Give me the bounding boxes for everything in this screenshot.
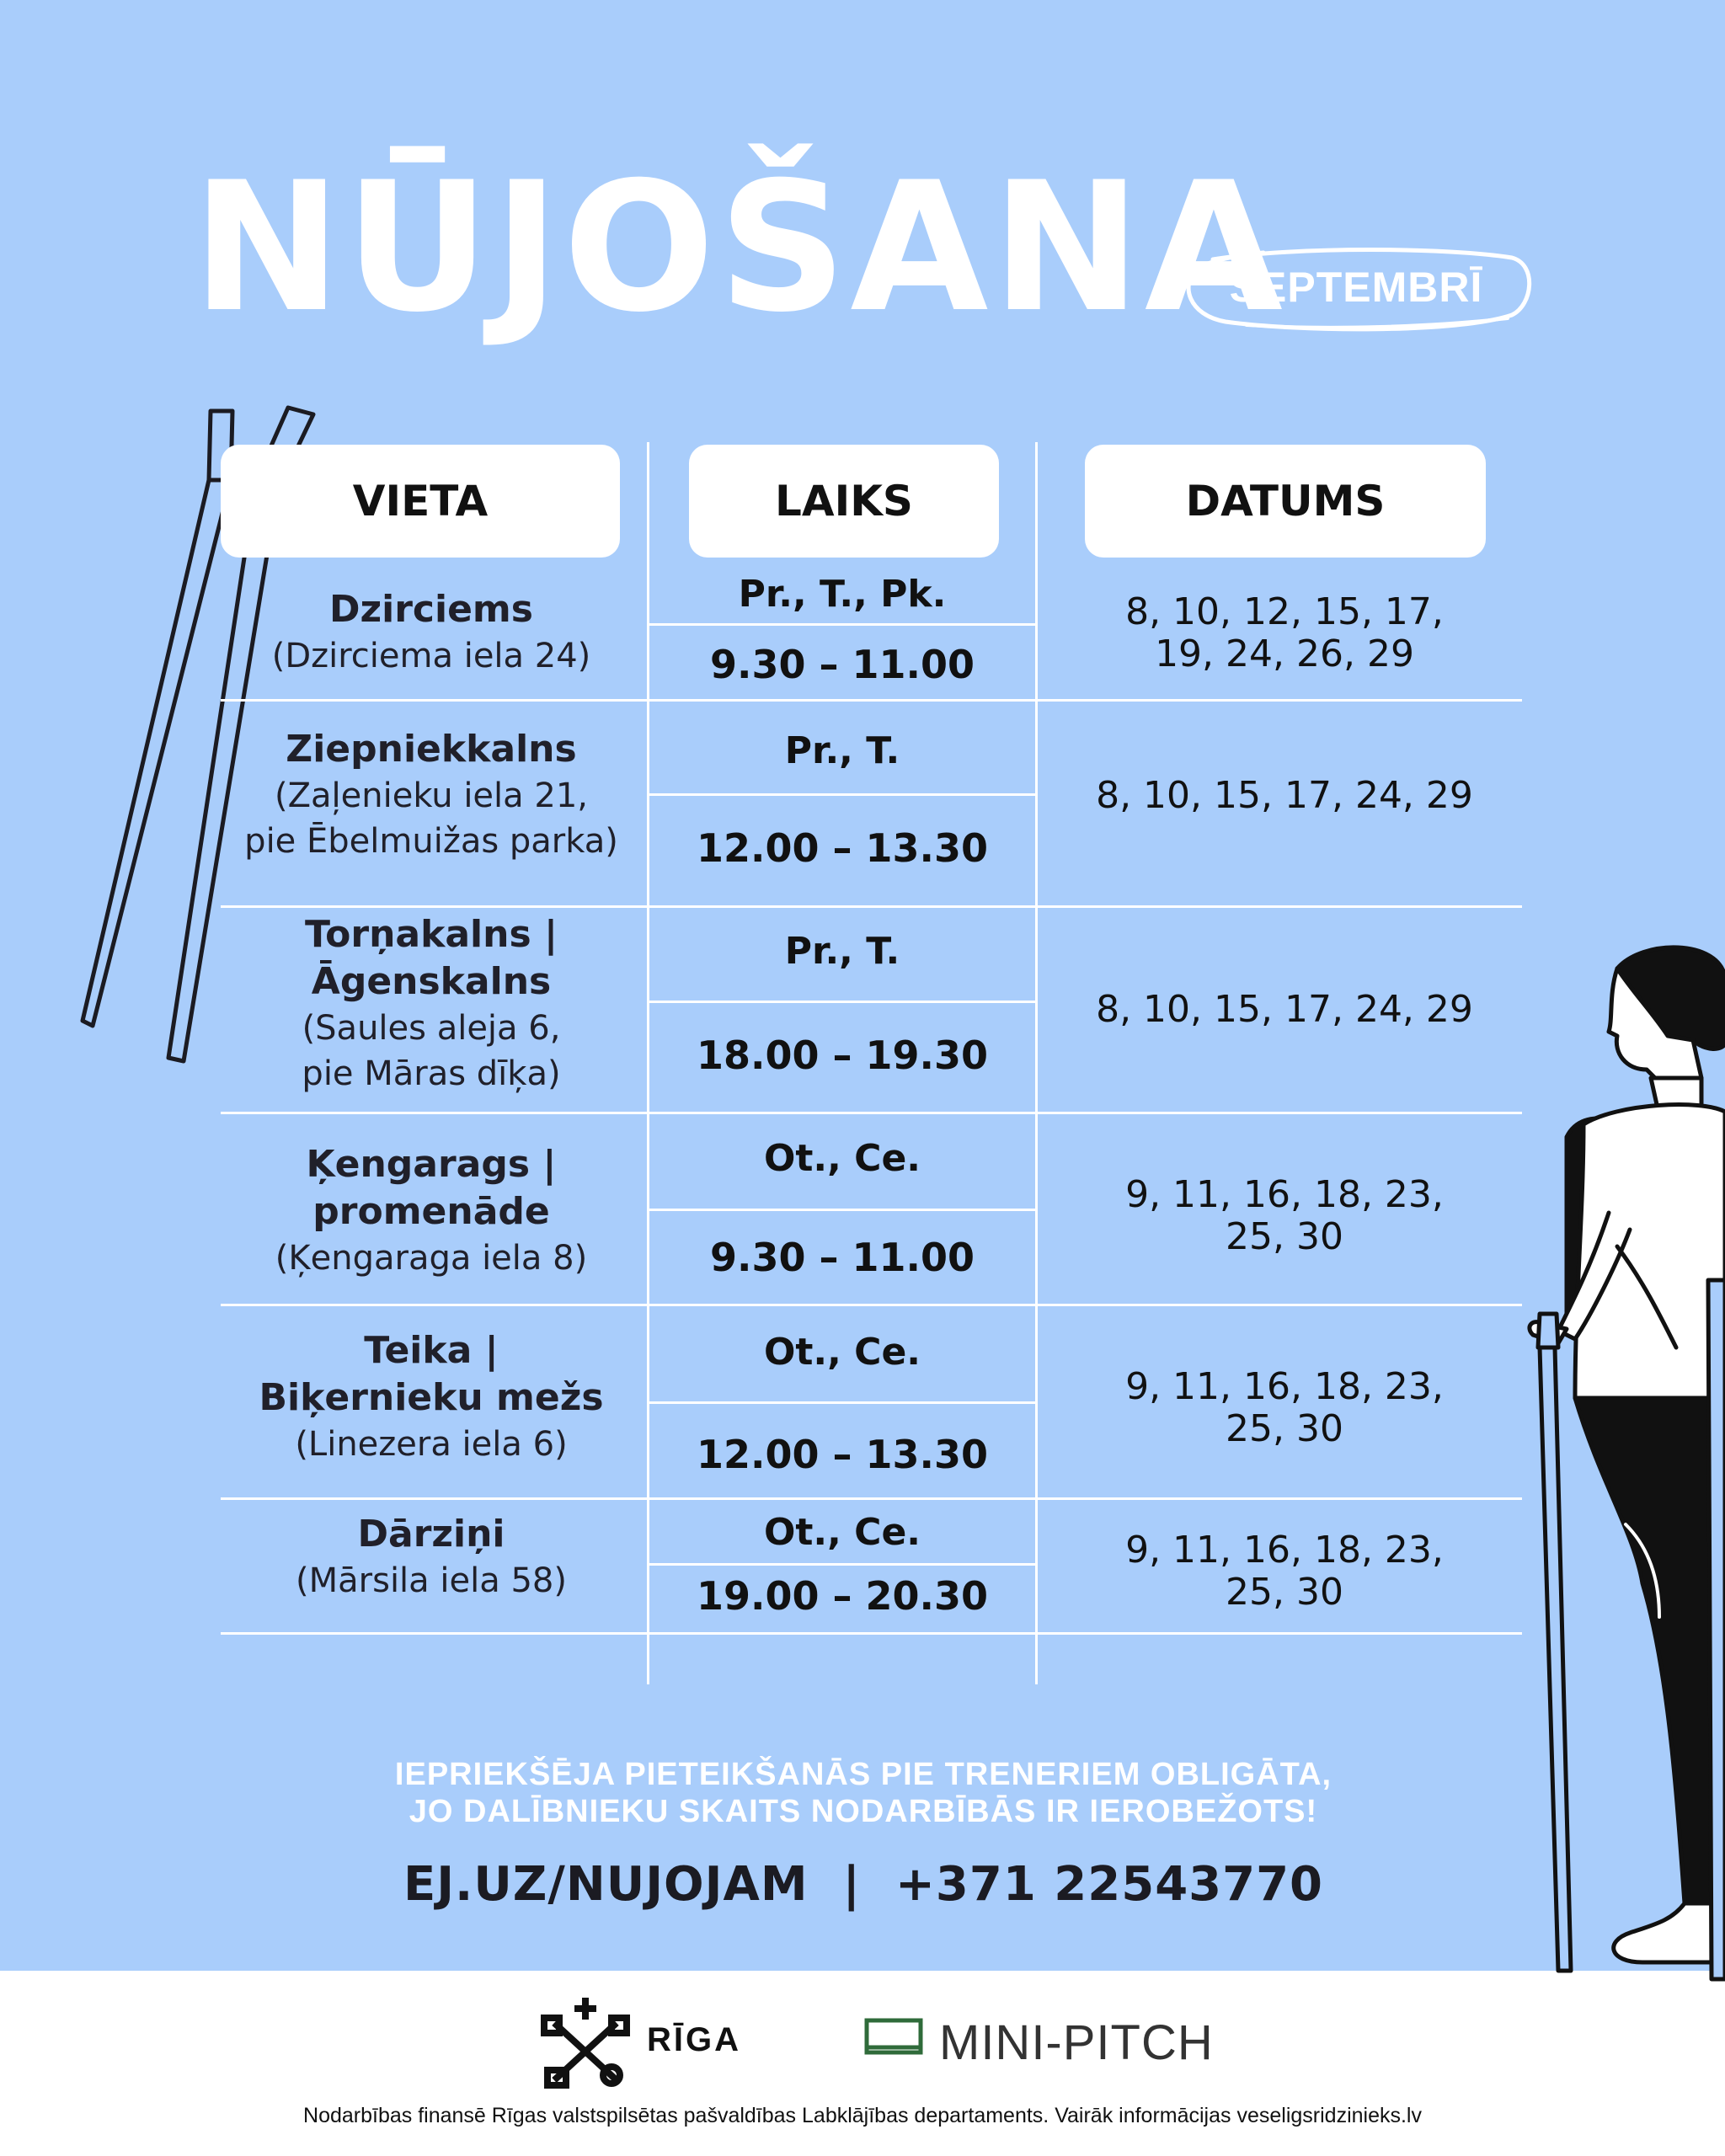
location-name: Teika | [364, 1329, 499, 1372]
column-header-laiks: LAIKS [689, 445, 999, 558]
location-name: Āgenskalns [311, 960, 552, 1003]
time-subdivider [649, 1401, 1035, 1404]
column-header-vieta: VIETA [221, 445, 620, 558]
training-dates [1038, 1366, 1531, 1450]
dates-line: 25, 30 [1226, 1407, 1343, 1450]
row-divider [221, 905, 1522, 908]
training-dates [1038, 591, 1531, 675]
dates-line: 25, 30 [1226, 1215, 1343, 1258]
training-dates [1038, 1529, 1531, 1614]
training-time: 19.00 – 20.30 [696, 1573, 989, 1619]
notice-line: IEPRIEKŠĒJA PIETEIKŠANĀS PIE TRENERIEM OBLIGĀTA, [394, 1757, 1332, 1792]
training-days: Ot., Ce. [763, 1331, 921, 1374]
location-name: Ziepniekkalns [286, 728, 577, 771]
row-divider [221, 699, 1522, 702]
row-divider [221, 1112, 1522, 1114]
location-name: Dzirciems [329, 588, 533, 631]
location-name: promenāde [312, 1190, 550, 1233]
training-days: Ot., Ce. [763, 1511, 921, 1554]
training-time: 9.30 – 11.00 [709, 1235, 975, 1280]
location-cell [221, 1141, 642, 1281]
month-badge [1179, 244, 1533, 337]
time-subdivider [649, 1209, 1035, 1211]
month-label: SEPTEMBRĪ [1229, 264, 1483, 311]
training-time: 9.30 – 11.00 [709, 642, 975, 687]
dates-line: 9, 11, 16, 18, 23, [1125, 1365, 1444, 1408]
registration-notice [253, 1756, 1474, 1830]
location-cell [221, 911, 642, 1097]
training-dates [1038, 989, 1531, 1031]
training-time: 18.00 – 19.30 [696, 1033, 989, 1078]
riga-keys-crest-icon [539, 1996, 632, 2089]
time-subdivider [649, 1001, 1035, 1003]
training-dates [1038, 775, 1531, 817]
training-days: Ot., Ce. [763, 1137, 921, 1180]
location-name: Biķernieku mežs [259, 1376, 604, 1419]
location-name: Dārziņi [357, 1513, 505, 1556]
dates-line: 9, 11, 16, 18, 23, [1125, 1173, 1444, 1216]
location-cell [221, 726, 642, 864]
contact-info[interactable]: EJ.UZ/NUJOJAM | +371 22543770 [403, 1857, 1324, 1912]
location-cell [221, 1511, 642, 1604]
training-time: 12.00 – 13.30 [696, 1432, 989, 1477]
location-cell [221, 586, 642, 679]
training-time: 12.00 – 13.30 [696, 825, 989, 871]
row-divider [221, 1497, 1522, 1500]
mini-pitch-logo-text: MINI-PITCH [939, 2015, 1214, 2070]
location-address: (Ķengaraga iela 8) [275, 1239, 588, 1278]
notice-line: JO DALĪBNIEKU SKAITS NODARBĪBĀS IR IEROBEŽOTS! [409, 1794, 1318, 1829]
training-days: Pr., T., Pk. [738, 573, 947, 616]
hiker-illustration-icon [1449, 943, 1725, 1988]
time-subdivider [649, 793, 1035, 796]
location-cell [221, 1327, 642, 1467]
location-name: Torņakalns | [304, 913, 558, 956]
dates-line: 8, 10, 15, 17, 24, 29 [1096, 774, 1473, 817]
mini-pitch-logo-icon [863, 2017, 924, 2057]
location-name: Ķengarags | [306, 1143, 557, 1186]
footer-note: Nodarbības finansē Rīgas valstspilsētas pašvaldības Labklājības departaments. Vairāk informācijas veseligsridzinieks.lv [303, 2104, 1422, 2127]
location-address: pie Māras dīķa) [302, 1054, 561, 1093]
location-address: (Zaļenieku iela 21, [275, 776, 588, 815]
column-header-datums: DATUMS [1085, 445, 1486, 558]
location-address: (Mārsila iela 58) [296, 1561, 567, 1600]
dates-line: 25, 30 [1226, 1571, 1343, 1614]
page-title: NŪJOŠANA [192, 143, 1286, 351]
time-subdivider [649, 623, 1035, 626]
time-subdivider [649, 1563, 1035, 1566]
dates-line: 9, 11, 16, 18, 23, [1125, 1529, 1444, 1572]
location-address: (Linezera iela 6) [295, 1425, 568, 1464]
dates-line: 8, 10, 12, 15, 17, [1125, 590, 1444, 633]
training-days: Pr., T. [784, 729, 900, 772]
training-dates [1038, 1174, 1531, 1258]
location-address: pie Ēbelmuižas parka) [244, 822, 618, 861]
location-address: (Dzirciema iela 24) [271, 637, 591, 675]
riga-logo-text: RĪGA [647, 2021, 741, 2058]
dates-line: 8, 10, 15, 17, 24, 29 [1096, 988, 1473, 1031]
dates-line: 19, 24, 26, 29 [1155, 632, 1414, 675]
row-divider [221, 1304, 1522, 1306]
training-days: Pr., T. [784, 930, 900, 973]
row-divider [221, 1632, 1522, 1635]
location-address: (Saules aleja 6, [302, 1009, 561, 1048]
